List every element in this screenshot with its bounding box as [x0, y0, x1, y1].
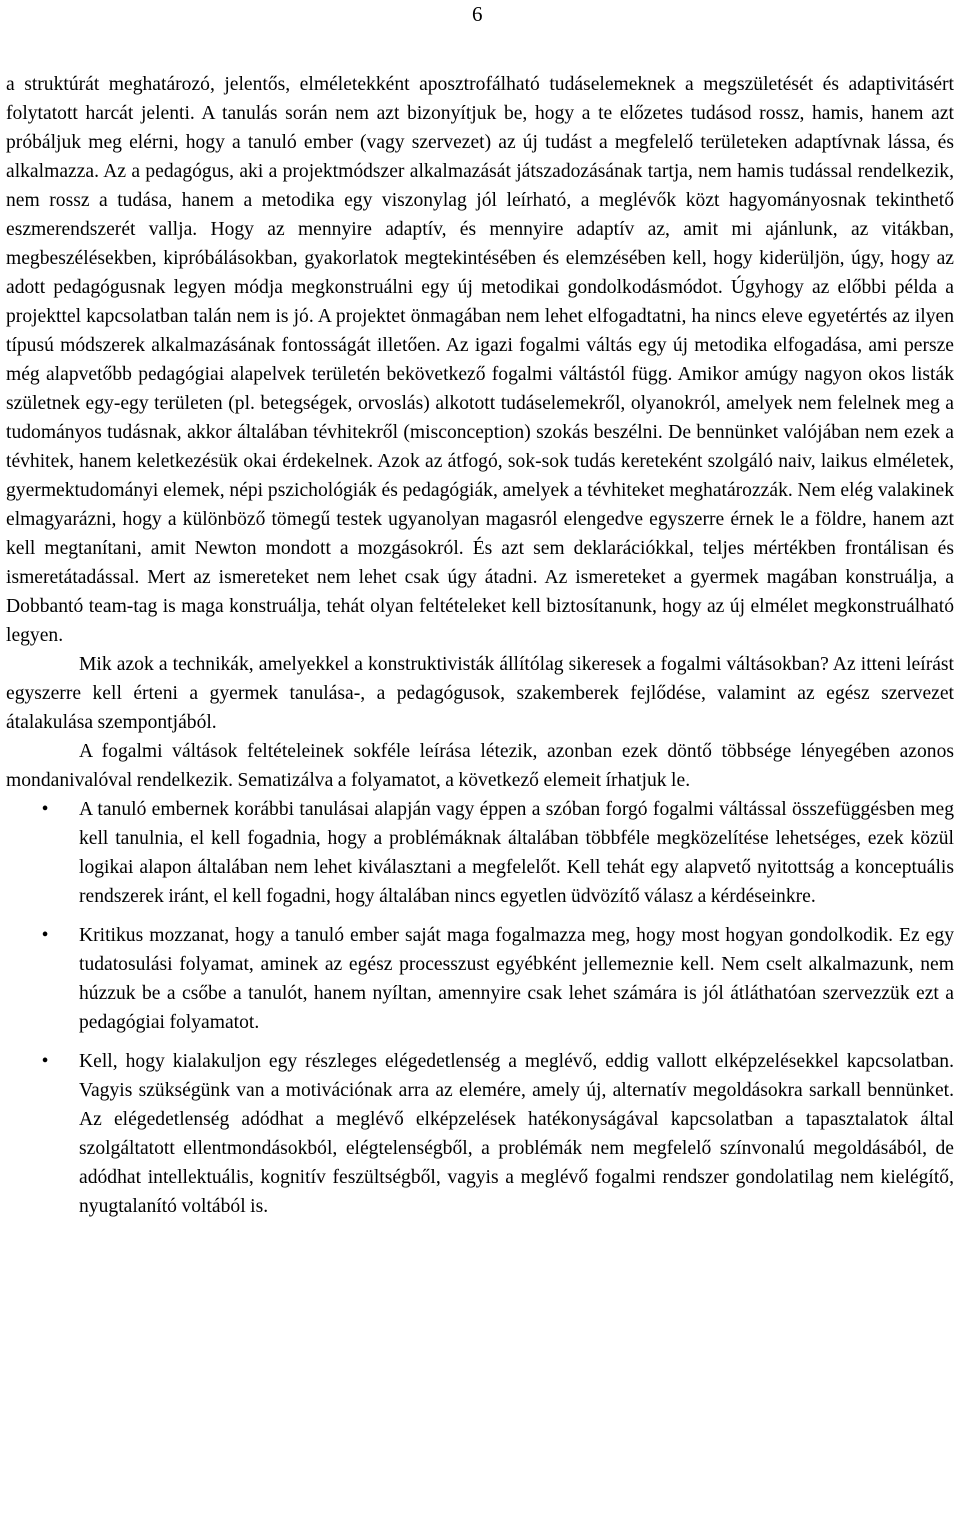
- list-item-text: Kritikus mozzanat, hogy a tanuló ember saját maga fogalmazza meg, hogy most hogyan gondolkodik. Ez egy tudatosulási folyamat, aminek az egész processzust egyébként jellemeznie kell. Nem cselt alkalmazunk, nem húzzuk be a csőbe a tanulót, hanem nyíltan, amennyire csak lehet számára is jól átláthatóan szervezzük ezt a pedagógiai folyamatot.: [79, 925, 954, 1033]
- list-item: [6, 1047, 954, 1221]
- bullet-list: [6, 795, 954, 1221]
- bullet-icon: •: [41, 1051, 49, 1072]
- bullet-icon: •: [41, 799, 49, 820]
- list-item-text: A tanuló embernek korábbi tanulásai alapján vagy éppen a szóban forgó fogalmi váltással összefüggésben meg kell tanulnia, el kell fogadnia, hogy a problémáknak általában többféle megközelítése lehetséges, ezek közül logikai alapon általában nem lehet kiválasztani a megfelelőt. Kell tehát egy alapvető nyitottság a konceptuális rendszerek iránt, el kell fogadni, hogy általában nincs egyetlen üdvözítő válasz a kérdéseinkre.: [79, 799, 954, 907]
- paragraph-1: a struktúrát meghatározó, jelentős, elméletekként aposztrofálható tudáselemeknek a megszületését és adaptivitásért folytatott harcát jelenti. A tanulás során nem azt bizonyítjuk be, hogy a te előzetes tudásod rossz, hamis, hanem azt próbáljuk meg elérni, hogy a tanuló ember (vagy szervezet) az új tudást a megfelelő területeken adaptívnak lássa, és alkalmazza. Az a pedagógus, aki a projektmódszer alkalmazását játszadozásának tartja, nem hamis tudással rendelkezik, nem rossz a tudása, hanem a metodika egy viszonylag jól leírható, a meglévők közt hagyományosnak tekinthető eszmerendszerét vallja. Hogy az mennyire adaptív, és mennyire adaptív az, amit mi ajánlunk, az vitákban, megbeszélésekben, kipróbálásokban, gyakorlatok megtekintésében és elemzésében kell, hogy kiderüljön, úgy, hogy az adott pedagógusnak legyen módja megkonstruálni egy új metodikai gondolkodásmódot. Úgyhogy az előbbi példa a projekttel kapcsolatban talán nem is jó. A projektet önmagában nem lehet elfogadtatni, ha nincs eleve egyetértés az ilyen típusú módszerek alkalmazásának fontosságát illetően. Az igazi fogalmi váltás egy új metodika elfogadása, ami persze még alapvetőbb pedagógiai alapelvek területén bekövetkező fogalmi váltástól függ. Amikor amúgy nagyon okos listák születnek egy-egy területen (pl. betegségek, orvoslás) alkotott tudáselemekről, olyanokról, amelyek nem felelnek meg a tudományos tudásnak, akkor általában tévhitekről (misconception) szokás beszélni. De bennünket valójában nem ezek a tévhitek, hanem keletkezésük okai érdekelnek. Azok az átfogó, sok-sok tudás kereteként szolgáló naiv, laikus elméletek, gyermektudományi elemek, népi pszichológiák és pedagógiák, amelyek a tévhiteket meghatározzák. Nem elég valakinek elmagyarázni, hogy a különböző tömegű testek ugyanolyan magasról elengedve egyszerre érnek le a földre, hanem azt kell megtanítani, amit Newton mondott a mozgásokról. És azt sem deklarációkkal, teljes mértékben frontálisan és ismeretátadással. Mert az ismereteket nem lehet csak úgy átadni. Az ismereteket a gyermek magában konstruálja, a Dobbantó team-tag is maga konstruálja, tehát olyan feltételeket kell biztosítanunk, hogy az új elmélet megkonstruálható legyen.: [6, 74, 954, 646]
- document-body: [6, 70, 954, 1221]
- paragraph-2: Mik azok a technikák, amelyekkel a konstruktivisták állítólag sikeresek a fogalmi váltásokban? Az itteni leírást egyszerre kell érteni a gyermek tanulása-, a pedagógusok, szakemberek fejlődése, valamint az egész szervezet átalakulása szempontjából.: [6, 654, 954, 733]
- list-item: [6, 795, 954, 911]
- page-number: 6: [472, 2, 483, 26]
- list-item-text: Kell, hogy kialakuljon egy részleges elégedetlenség a meglévő, eddig vallott elképzelésekkel kapcsolatban. Vagyis szükségünk van a motivációnak arra az elemére, amely új, alternatív megoldásokra sarkall bennünket. Az elégedetlenség adódhat a meglévő elképzelések hatékonyságával kapcsolatban a tapasztalatok által szolgáltatott ellentmondásokból, elégtelenségből, a problémák nem megfelelő színvonalú megoldásából, de adódhat intellektuális, kognitív feszültségből, vagyis a meglévő fogalmi rendszer gondolatilag nem kielégítő, nyugtalanító voltából is.: [79, 1051, 954, 1217]
- paragraph-3: A fogalmi váltások feltételeinek sokféle leírása létezik, azonban ezek döntő többsége lényegében azonos mondanivalóval rendelkezik. Sematizálva a folyamatot, a következő elemeit írhatjuk le.: [6, 741, 954, 791]
- bullet-icon: •: [41, 925, 49, 946]
- list-item: [6, 921, 954, 1037]
